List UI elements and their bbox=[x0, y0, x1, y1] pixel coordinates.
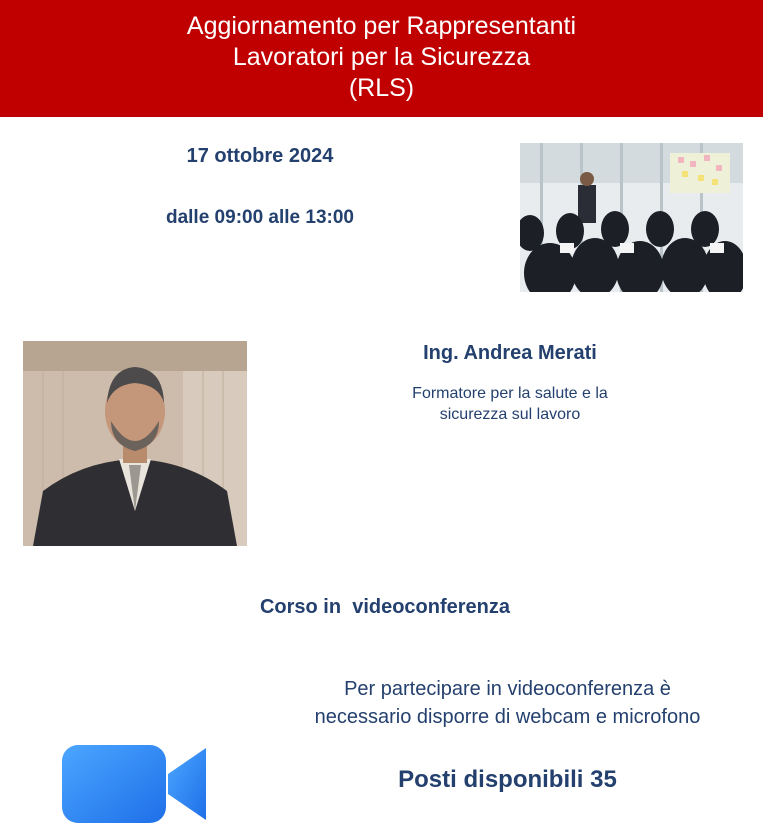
event-date: 17 ottobre 2024 bbox=[186, 145, 334, 167]
title-line-2: Lavoratori per la Sicurezza bbox=[232, 43, 531, 71]
available-seats: Posti disponibili 35 bbox=[398, 766, 617, 793]
speaker-name: Ing. Andrea Merati bbox=[423, 342, 597, 364]
speaker-role bbox=[360, 383, 660, 425]
title-banner bbox=[0, 0, 763, 117]
speaker-role-line-1: Formatore per la salute e la bbox=[412, 385, 608, 402]
participation-requirements bbox=[250, 675, 763, 731]
requirements-line-1: Per partecipare in videoconferenza è bbox=[344, 678, 671, 700]
video-camera-icon bbox=[60, 744, 208, 824]
title-line-1: Aggiornamento per Rappresentanti bbox=[186, 12, 577, 40]
requirements-line-2: necessario disporre di webcam e microfono bbox=[314, 706, 701, 728]
speaker-role-line-2: sicurezza sul lavoro bbox=[439, 406, 581, 423]
title-line-3: (RLS) bbox=[348, 74, 415, 102]
event-time: dalle 09:00 alle 13:00 bbox=[165, 207, 354, 228]
speaker-photo bbox=[23, 341, 247, 546]
course-mode: Corso in videoconferenza bbox=[259, 596, 511, 618]
classroom-photo bbox=[520, 143, 743, 292]
